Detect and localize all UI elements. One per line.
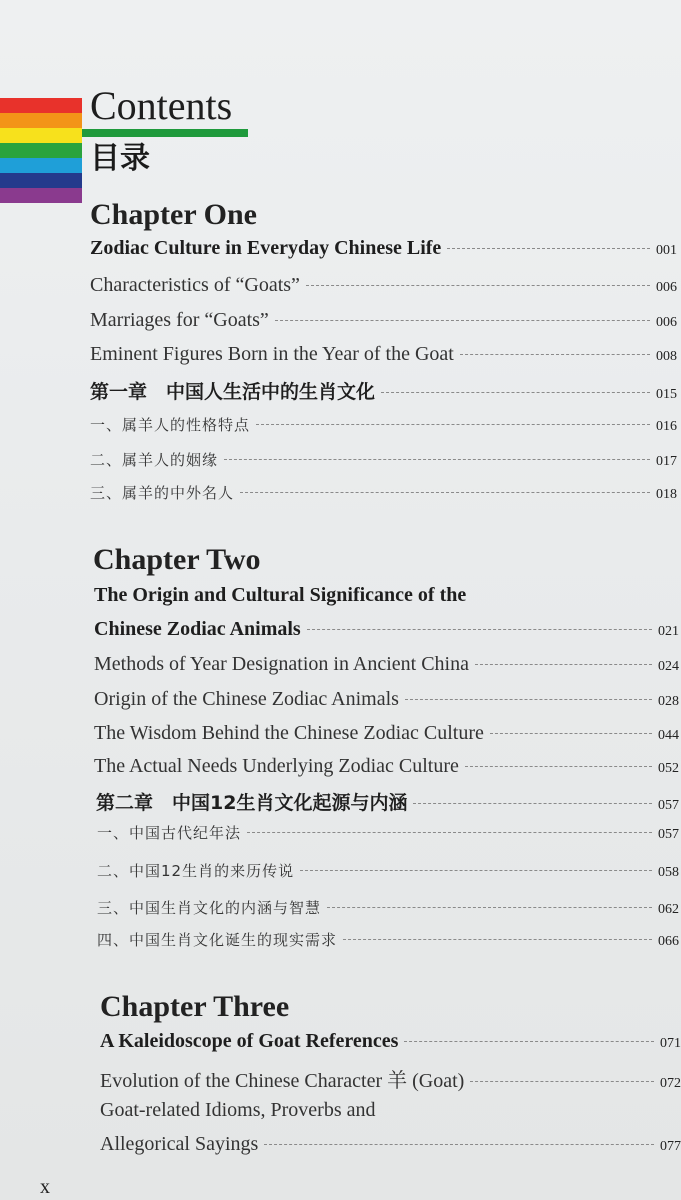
- chapter-two-title: Chapter Two: [93, 543, 261, 576]
- dot-leader: [240, 492, 650, 493]
- chapter-one-title: Chapter One: [90, 198, 257, 231]
- dot-leader: [475, 664, 652, 665]
- rainbow-stripes-decoration: [0, 98, 82, 203]
- toc-entry[interactable]: [94, 755, 679, 778]
- chapter-three-title: Chapter Three: [100, 990, 290, 1023]
- toc-entry-label: 第二章 中国12生肖文化起源与内涵: [96, 792, 408, 814]
- dot-leader: [275, 320, 650, 321]
- toc-entry-label: Characteristics of “Goats”: [90, 274, 300, 296]
- toc-page-number: 066: [658, 934, 679, 949]
- toc-entry-label: 第一章 中国人生活中的生肖文化: [90, 381, 376, 403]
- toc-page-number: 016: [656, 419, 677, 434]
- toc-page-number: 071: [660, 1036, 681, 1051]
- dot-leader: [465, 766, 652, 767]
- toc-entry-label: The Wisdom Behind the Chinese Zodiac Culture: [94, 722, 484, 744]
- dot-leader: [306, 285, 650, 286]
- rainbow-stripe-blue: [0, 158, 82, 173]
- toc-entry-label[interactable]: Goat-related Idioms, Proverbs and: [100, 1099, 376, 1121]
- rainbow-stripe-orange: [0, 113, 82, 128]
- toc-entry[interactable]: [90, 414, 677, 435]
- toc-entry-label: Zodiac Culture in Everyday Chinese Life: [90, 237, 442, 259]
- toc-page-number: 057: [658, 798, 679, 813]
- toc-page-number: 058: [658, 865, 679, 880]
- toc-entry[interactable]: [96, 788, 679, 815]
- toc-entry[interactable]: [90, 309, 677, 332]
- heading-underline-bar: [82, 129, 248, 137]
- toc-page-number: 044: [658, 728, 679, 743]
- toc-page-number: 006: [656, 315, 677, 330]
- rainbow-stripe-violet: [0, 188, 82, 203]
- dot-leader: [307, 629, 652, 630]
- toc-entry-label: 二、中国12生肖的来历传说: [97, 862, 295, 880]
- dot-leader: [247, 832, 652, 833]
- toc-page-number: 077: [660, 1139, 681, 1154]
- toc-entry[interactable]: [90, 237, 677, 260]
- dot-leader: [413, 803, 652, 804]
- toc-entry[interactable]: [97, 897, 679, 918]
- page-folio: x: [40, 1176, 50, 1198]
- rainbow-stripe-red: [0, 98, 82, 113]
- dot-leader: [460, 354, 650, 355]
- dot-leader: [381, 392, 650, 393]
- toc-entry[interactable]: [100, 1133, 681, 1156]
- dot-leader: [327, 907, 652, 908]
- toc-entry-label: 四、中国生肖文化诞生的现实需求: [97, 931, 338, 949]
- dot-leader: [343, 939, 652, 940]
- toc-entry[interactable]: [90, 274, 677, 297]
- toc-page-number: 017: [656, 454, 677, 469]
- dot-leader: [405, 699, 652, 700]
- toc-entry-label: Methods of Year Designation in Ancient China: [94, 653, 469, 675]
- rainbow-stripe-green: [0, 143, 82, 158]
- toc-entry[interactable]: [90, 482, 677, 503]
- toc-page-number: 028: [658, 694, 679, 709]
- toc-entry-label: 二、属羊人的姻缘: [90, 451, 219, 469]
- dot-leader: [490, 733, 652, 734]
- toc-entry[interactable]: [100, 1030, 681, 1053]
- toc-page-number: 057: [658, 827, 679, 842]
- toc-page-number: 001: [656, 243, 677, 258]
- toc-page-number: 062: [658, 902, 679, 917]
- toc-entry-label: Chinese Zodiac Animals: [94, 618, 301, 640]
- dot-leader: [470, 1081, 654, 1082]
- dot-leader: [404, 1041, 654, 1042]
- toc-entry-label: 一、中国古代纪年法: [97, 824, 242, 842]
- toc-page-number: 052: [658, 761, 679, 776]
- dot-leader: [264, 1144, 654, 1145]
- toc-page-number: 072: [660, 1076, 681, 1091]
- toc-page-number: 018: [656, 487, 677, 502]
- toc-entry-label: Allegorical Sayings: [100, 1133, 259, 1155]
- contents-heading-en: Contents: [90, 83, 233, 128]
- toc-page-number: 015: [656, 387, 677, 402]
- contents-heading-zh: 目录: [90, 141, 150, 176]
- toc-entry[interactable]: [90, 377, 677, 404]
- rainbow-stripe-yellow: [0, 128, 82, 143]
- toc-page-number: 008: [656, 349, 677, 364]
- toc-entry-label: The Actual Needs Underlying Zodiac Culture: [94, 755, 459, 777]
- toc-entry-label: A Kaleidoscope of Goat References: [100, 1030, 399, 1052]
- toc-entry[interactable]: [94, 653, 679, 676]
- toc-page-number: 021: [658, 624, 679, 639]
- toc-entry[interactable]: [94, 688, 679, 711]
- toc-entry[interactable]: [90, 343, 677, 366]
- toc-entry-label: 三、中国生肖文化的内涵与智慧: [97, 899, 322, 917]
- rainbow-stripe-indigo: [0, 173, 82, 188]
- dot-leader: [300, 870, 652, 871]
- toc-entry-label: 三、属羊的中外名人: [90, 484, 235, 502]
- dot-leader: [224, 459, 650, 460]
- toc-entry[interactable]: [90, 449, 677, 470]
- toc-page-number: 006: [656, 280, 677, 295]
- toc-entry[interactable]: [97, 860, 679, 881]
- toc-entry-label: Eminent Figures Born in the Year of the Goat: [90, 343, 454, 365]
- toc-entry-label: Marriages for “Goats”: [90, 309, 269, 331]
- toc-entry-label: 一、属羊人的性格特点: [90, 416, 251, 434]
- toc-entry[interactable]: [94, 618, 679, 641]
- toc-entry-label[interactable]: The Origin and Cultural Significance of the: [94, 584, 467, 606]
- toc-entry-label: Evolution of the Chinese Character 羊 (Goat): [100, 1070, 465, 1092]
- toc-entry-label: Origin of the Chinese Zodiac Animals: [94, 688, 399, 710]
- dot-leader: [256, 424, 650, 425]
- toc-entry[interactable]: [94, 722, 679, 745]
- toc-entry[interactable]: [97, 929, 679, 950]
- toc-entry[interactable]: [97, 822, 679, 843]
- dot-leader: [447, 248, 650, 249]
- toc-page-number: 024: [658, 659, 679, 674]
- toc-entry[interactable]: [100, 1064, 681, 1093]
